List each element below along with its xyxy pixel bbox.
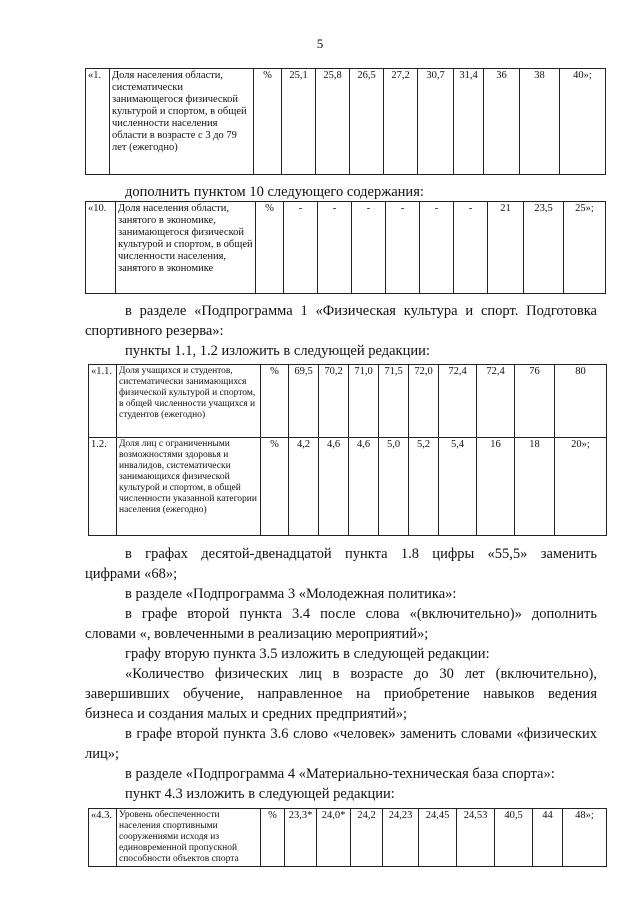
paragraph: пункты 1.1, 1.2 изложить в следующей редакции: [125, 343, 430, 359]
value-cell: 72,0 [409, 365, 439, 438]
value-cell: 25,1 [282, 69, 316, 175]
value-cell: 5,0 [379, 438, 409, 536]
value-cell: 26,5 [350, 69, 384, 175]
table-2 [85, 201, 606, 294]
value-cell: 5,2 [409, 438, 439, 536]
value-cell: 69,5 [289, 365, 319, 438]
value-cell: 16 [477, 438, 515, 536]
value-cell: 20»; [555, 438, 607, 536]
value-cell: 25»; [564, 202, 606, 294]
row-number: «1. [86, 69, 110, 175]
unit-cell: % [261, 809, 285, 867]
table-row [86, 69, 606, 175]
value-cell: 40,5 [495, 809, 533, 867]
table-row [89, 809, 607, 867]
indicator-name: Доля лиц с ограниченными возможностями здоровья и инвалидов, систематически занимающихся физической культурой и спортом, в общей численности указанной категории населения (ежегодно) [117, 438, 261, 536]
value-cell: 31,4 [454, 69, 484, 175]
paragraph: «Количество физических лиц в возрасте до 30 лет (включительно), [125, 666, 597, 682]
table-row [86, 202, 606, 294]
row-number: «4.3. [89, 809, 117, 867]
value-cell: 71,5 [379, 365, 409, 438]
value-cell: 72,4 [439, 365, 477, 438]
value-cell: 40»; [560, 69, 606, 175]
paragraph: дополнить пунктом 10 следующего содержания: [125, 184, 424, 200]
value-cell: 70,2 [319, 365, 349, 438]
value-cell: 4,2 [289, 438, 319, 536]
table-3 [88, 364, 607, 536]
paragraph: лиц»; [85, 746, 120, 762]
table-1 [85, 68, 606, 175]
table-4 [88, 808, 607, 867]
value-cell: 21 [488, 202, 524, 294]
unit-cell: % [261, 438, 289, 536]
value-cell: 72,4 [477, 365, 515, 438]
indicator-name: Доля населения области, занятого в экономике, занимающегося физической культурой и спортом, в общей численности населения, занятого в экономике [116, 202, 256, 294]
paragraph: завершивших обучение, направленное на приобретение навыков ведения [85, 686, 597, 702]
indicator-name: Доля населения области, систематически занимающегося физической культурой и спортом, в общей численности населения области в возрасте с 3 до 79 лет (ежегодно) [110, 69, 254, 175]
value-cell: 24,2 [351, 809, 383, 867]
value-cell: 4,6 [319, 438, 349, 536]
value-cell: - [386, 202, 420, 294]
value-cell: - [284, 202, 318, 294]
value-cell: 18 [515, 438, 555, 536]
value-cell: 30,7 [418, 69, 454, 175]
value-cell: 23,5 [524, 202, 564, 294]
row-number: 1.2. [89, 438, 117, 536]
table-row [89, 438, 607, 536]
value-cell: - [352, 202, 386, 294]
value-cell: - [420, 202, 454, 294]
row-number: «1.1. [89, 365, 117, 438]
paragraph: спортивного резерва»: [85, 323, 224, 339]
paragraph: графу вторую пункта 3.5 изложить в следующей редакции: [125, 646, 490, 662]
value-cell: 76 [515, 365, 555, 438]
unit-cell: % [254, 69, 282, 175]
value-cell: 24,53 [457, 809, 495, 867]
value-cell: 25,8 [316, 69, 350, 175]
value-cell: 38 [520, 69, 560, 175]
paragraph: в графе второй пункта 3.6 слово «человек» заменить словами «физических [125, 726, 597, 742]
value-cell: 48»; [563, 809, 607, 867]
value-cell: 24,0* [317, 809, 351, 867]
value-cell: - [454, 202, 488, 294]
value-cell: 71,0 [349, 365, 379, 438]
paragraph: словами «, вовлеченными в реализацию мероприятий»; [85, 626, 429, 642]
value-cell: 80 [555, 365, 607, 438]
value-cell: 5,4 [439, 438, 477, 536]
paragraph: в разделе «Подпрограмма 1 «Физическая культура и спорт. Подготовка [125, 303, 597, 319]
paragraph: цифрами «68»; [85, 566, 178, 582]
unit-cell: % [261, 365, 289, 438]
value-cell: 27,2 [384, 69, 418, 175]
value-cell: - [318, 202, 352, 294]
paragraph: в разделе «Подпрограмма 4 «Материально-техническая база спорта»: [125, 766, 555, 782]
unit-cell: % [256, 202, 284, 294]
value-cell: 24,23 [383, 809, 419, 867]
value-cell: 44 [533, 809, 563, 867]
paragraph: бизнеса и создания малых и средних предприятий»; [85, 706, 408, 722]
value-cell: 24,45 [419, 809, 457, 867]
value-cell: 36 [484, 69, 520, 175]
indicator-name: Доля учащихся и студентов, систематически занимающихся физической культурой и спортом, в общей численности учащихся и студентов (ежегодно) [117, 365, 261, 438]
paragraph: в графах десятой-двенадцатой пункта 1.8 цифры «55,5» заменить [125, 546, 597, 562]
paragraph: в разделе «Подпрограмма 3 «Молодежная политика»: [125, 586, 457, 602]
value-cell: 4,6 [349, 438, 379, 536]
indicator-name: Уровень обеспеченности населения спортивными сооружениями исходя из единовременной пропускной способности объектов спорта [117, 809, 261, 867]
row-number: «10. [86, 202, 116, 294]
page-number: 5 [316, 36, 324, 51]
paragraph: в графе второй пункта 3.4 после слова «(включительно)» дополнить [125, 606, 597, 622]
table-row [89, 365, 607, 438]
paragraph: пункт 4.3 изложить в следующей редакции: [125, 786, 395, 802]
value-cell: 23,3* [285, 809, 317, 867]
